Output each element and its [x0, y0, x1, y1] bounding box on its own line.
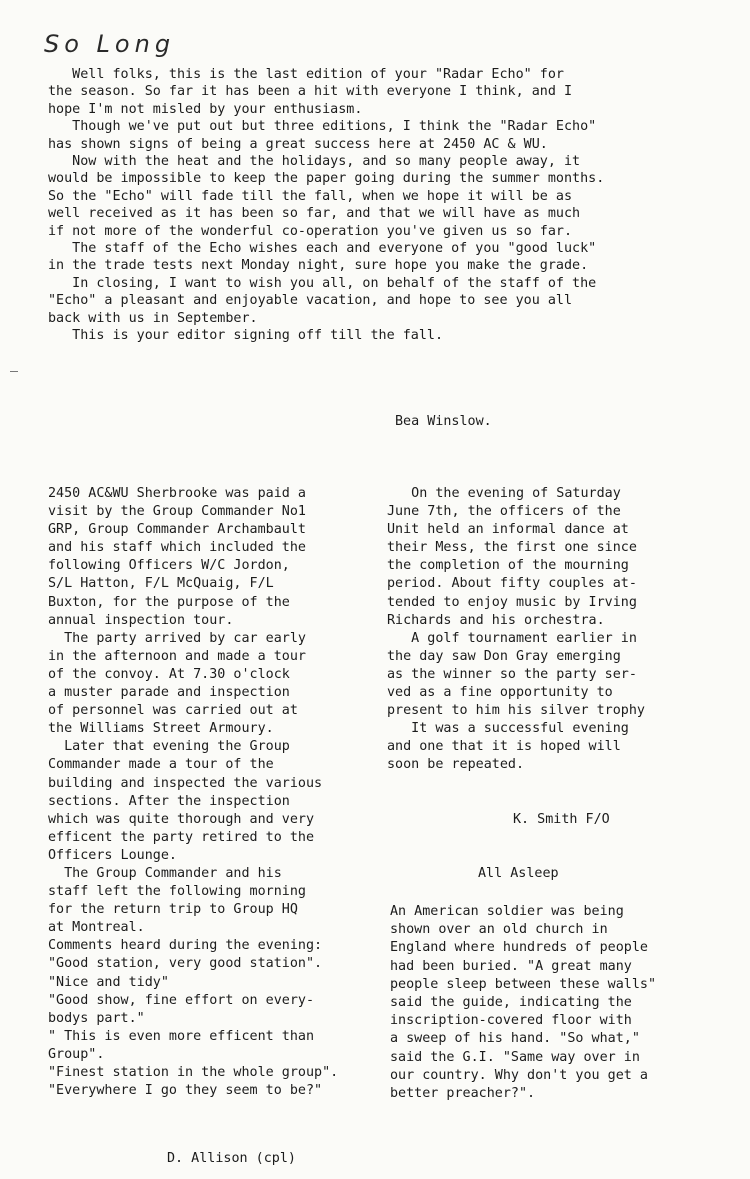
- text-line: bodys part.": [48, 1010, 145, 1026]
- text-line: our country. Why don't you get a: [390, 1067, 648, 1083]
- text-line: ved as a fine opportunity to: [387, 685, 613, 701]
- text-line: Though we've put out but three editions, I think the "Radar Echo": [48, 119, 597, 135]
- all-asleep-story: [390, 903, 730, 1103]
- text-line: and his staff which included the: [48, 540, 306, 556]
- text-line: The staff of the Echo wishes each and everyone of you "good luck": [48, 241, 597, 257]
- text-line: back with us in September.: [48, 310, 258, 326]
- text-line: England where hundreds of people: [390, 940, 648, 956]
- text-line: a sweep of his hand. "So what,": [390, 1031, 640, 1047]
- text-line: staff left the following morning: [48, 884, 306, 900]
- text-line: well received as it has been so far, and that we will have as much: [48, 206, 581, 222]
- text-line: The Group Commander and his: [48, 865, 282, 881]
- text-line: " This is even more efficent than: [48, 1028, 315, 1044]
- text-line: as the winner so the party ser-: [387, 666, 637, 682]
- signature-k-smith: K. Smith F/O: [513, 812, 610, 827]
- text-line: Commander made a tour of the: [48, 757, 274, 773]
- text-line: said the G.I. "Same way over in: [390, 1049, 640, 1065]
- text-line: for the return trip to Group HQ: [48, 902, 298, 918]
- text-line: of the convoy. At 7.30 o'clock: [48, 666, 290, 682]
- text-line: A golf tournament earlier in: [387, 630, 637, 646]
- text-line: present to him his silver trophy: [387, 703, 645, 719]
- text-line: Group".: [48, 1046, 105, 1062]
- signature-d-allison: D. Allison (cpl): [167, 1151, 296, 1166]
- text-line: hope I'm not misled by your enthusiasm.: [48, 101, 363, 117]
- text-line: sections. After the inspection: [48, 793, 290, 809]
- text-line: people sleep between these walls": [390, 976, 657, 992]
- text-line: In closing, I want to wish you all, on behalf of the staff of the: [48, 275, 597, 291]
- text-line: the Williams Street Armoury.: [48, 721, 274, 737]
- text-line: Officers Lounge.: [48, 847, 177, 863]
- text-line: in the trade tests next Monday night, sure hope you make the grade.: [48, 258, 589, 274]
- text-line: said the guide, indicating the: [390, 995, 632, 1011]
- text-line: "Good station, very good station".: [48, 956, 323, 972]
- text-line: and one that it is hoped will: [387, 739, 621, 755]
- text-line: An American soldier was being: [390, 904, 624, 919]
- text-line: following Officers W/C Jordon,: [48, 558, 290, 574]
- text-line: This is your editor signing off till the fall.: [48, 328, 444, 344]
- text-line: at Montreal.: [48, 920, 145, 936]
- text-line: Comments heard during the evening:: [48, 938, 323, 954]
- text-line: building and inspected the various: [48, 775, 323, 791]
- text-line: annual inspection tour.: [48, 612, 234, 628]
- text-line: It was a successful evening: [387, 721, 629, 737]
- text-line: On the evening of Saturday: [387, 486, 621, 501]
- text-line: if not more of the wonderful co-operation you've given us so far.: [48, 223, 573, 239]
- text-line: So the "Echo" will fade till the fall, when we hope it will be as: [48, 188, 573, 204]
- intro-article: [48, 66, 728, 345]
- text-line: the season. So far it has been a hit with everyone I think, and I: [48, 84, 573, 100]
- text-line: "Echo" a pleasant and enjoyable vacation, and hope to see you all: [48, 293, 573, 309]
- text-line: a muster parade and inspection: [48, 685, 290, 701]
- text-line: "Everywhere I go they seem to be?": [48, 1083, 323, 1099]
- text-line: The party arrived by car early: [48, 630, 306, 646]
- text-line: had been buried. "A great many: [390, 958, 632, 974]
- margin-mark: [10, 371, 18, 372]
- text-line: efficent the party retired to the: [48, 829, 315, 845]
- text-line: "Nice and tidy": [48, 974, 169, 990]
- text-line: inscription-covered floor with: [390, 1013, 632, 1029]
- text-line: S/L Hatton, F/L McQuaig, F/L: [48, 576, 274, 592]
- text-line: visit by the Group Commander No1: [48, 504, 306, 520]
- text-line: Richards and his orchestra.: [387, 612, 605, 628]
- text-line: shown over an old church in: [390, 922, 608, 938]
- text-line: "Good show, fine effort on every-: [48, 992, 315, 1008]
- text-line: June 7th, the officers of the: [387, 504, 621, 520]
- text-line: Later that evening the Group: [48, 739, 290, 755]
- text-line: tended to enjoy music by Irving: [387, 594, 637, 610]
- text-line: soon be repeated.: [387, 757, 525, 773]
- inspection-article: [48, 485, 368, 1100]
- dance-article: [387, 485, 727, 775]
- text-line: Buxton, for the purpose of the: [48, 594, 290, 610]
- text-line: better preacher?".: [390, 1086, 536, 1102]
- text-line: has shown signs of being a great success here at 2450 AC & WU.: [48, 136, 548, 152]
- text-line: Unit held an informal dance at: [387, 522, 629, 538]
- text-line: the day saw Don Gray emerging: [387, 648, 621, 664]
- page-title: So Long: [44, 30, 176, 58]
- all-asleep-title: All Asleep: [478, 866, 559, 881]
- text-line: in the afternoon and made a tour: [48, 648, 306, 664]
- text-line: the completion of the mourning: [387, 558, 629, 574]
- text-line: "Finest station in the whole group".: [48, 1065, 339, 1080]
- text-line: of personnel was carried out at: [48, 703, 298, 719]
- text-line: period. About fifty couples at-: [387, 576, 637, 592]
- text-line: 2450 AC&WU Sherbrooke was paid a: [48, 486, 306, 501]
- text-line: their Mess, the first one since: [387, 540, 637, 556]
- text-line: GRP, Group Commander Archambault: [48, 522, 306, 538]
- signature-bea-winslow: Bea Winslow.: [395, 414, 492, 429]
- text-line: Well folks, this is the last edition of your "Radar Echo" for: [48, 67, 564, 82]
- text-line: Now with the heat and the holidays, and so many people away, it: [48, 154, 581, 170]
- text-line: would be impossible to keep the paper going during the summer months.: [48, 171, 605, 187]
- text-line: which was quite thorough and very: [48, 811, 315, 827]
